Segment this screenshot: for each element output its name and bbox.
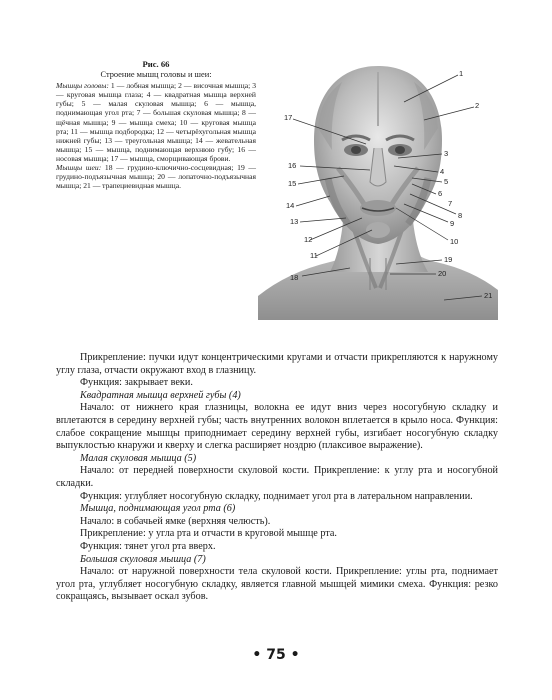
- figure-label: 2: [475, 101, 480, 110]
- page-number: • 75 •: [252, 647, 300, 663]
- paragraph: Начало: от наружной поверхности тела скуловой кости. Прикрепление: углы рта, поднимает угол рта, углубляет носогубную складку, является главной мышцей мимики смеха. Функция: резко сокращаясь, вызывает оскал зубов.: [56, 566, 498, 603]
- figure-label: 4: [440, 167, 445, 176]
- figure-label: 5: [444, 177, 449, 186]
- figure-label: 20: [438, 269, 447, 278]
- section-heading: Малая скуловая мышца (5): [80, 452, 197, 464]
- figure-number: Рис. 66: [142, 59, 170, 69]
- caption-neck-muscles: Мышцы шеи: 18 — грудино-ключично-сосцевидная; 19 — грудино-подъязычная мышца; 20 — лопаточно-подъязычная мышца; 21 — трапециевидная мышца.: [56, 163, 257, 191]
- paragraph: Прикрепление: у угла рта и отчасти в круговой мышце рта.: [80, 528, 337, 540]
- figure-label: 18: [290, 273, 299, 282]
- paragraph: Начало: в собачьей ямке (верхняя челюсть).: [80, 515, 271, 527]
- figure-title: Строение мышц головы и шеи:: [100, 70, 212, 80]
- section-heading: Квадратная мышца верхней губы (4): [80, 389, 241, 401]
- figure-label: 13: [290, 217, 299, 226]
- figure-label: 7: [448, 199, 453, 208]
- paragraph: Функция: тянет угол рта вверх.: [80, 540, 216, 552]
- paragraph: Функция: углубляет носогубную складку, поднимает угол рта в латеральном направлении.: [80, 490, 473, 502]
- body-text: [56, 352, 498, 604]
- figure-label: 9: [450, 219, 455, 228]
- figure-label: 3: [444, 149, 449, 158]
- figure-caption: [56, 60, 256, 190]
- caption-head-muscles: Мышцы головы: 1 — лобная мышца; 2 — височная мышца; 3 — круговая мышца глаза; 4 — квадратная мышца верхней губы; 5 — малая скуловая мышца; 6 — мышца, поднимающая угол рта; 7 — большая скуловая мышца; 8 — щёчная мышца; 9 — мышца смеха; 10 — круговая мышца рта; 11 — мышца подбородка; 12 — четырёхугольная мышца нижней губы; 13 — треугольная мышца; 14 — жевательная мышца; 15 — мышца, поднимающая верхнюю губу; 16 — носовая мышца; 17 — мышца, сморщивающая брови.: [56, 81, 256, 163]
- figure-label: 19: [444, 255, 453, 264]
- figure-label: 21: [484, 291, 493, 300]
- figure-label: 12: [304, 235, 313, 244]
- figure-label: 16: [288, 161, 297, 170]
- figure-label: 10: [450, 237, 459, 246]
- figure-label: 11: [310, 251, 318, 260]
- section-heading: Большая скуловая мышца (7): [80, 553, 206, 565]
- paragraph: Начало: от нижнего края глазницы, волокна ее идут вниз через носогубную складку и вплетаются в середину верхней губы; часть внутренних волокон вплетается в крыло носа. Функция: слабое сокращение мышцы приподнимает середину верхней губы, изгибает носогубную складку выпуклостью кнаружи и кверху и слегка расширяет ноздрю (плаксивое выражение).: [56, 402, 498, 452]
- figure-label: 6: [438, 189, 443, 198]
- section-heading: Мышца, поднимающая угол рта (6): [80, 503, 236, 515]
- figure-label: 14: [286, 201, 295, 210]
- figure-label: 17: [284, 113, 293, 122]
- paragraph: Функция: закрывает веки.: [80, 377, 193, 389]
- figure-label: 1: [459, 69, 464, 78]
- figure-label: 8: [458, 211, 463, 220]
- figure-label: 15: [288, 179, 297, 188]
- paragraph: Начало: от передней поверхности скуловой кости. Прикрепление: к углу рта и носогубной складки.: [56, 465, 498, 489]
- head-neck-muscles-illustration: [258, 58, 498, 320]
- paragraph: Прикрепление: пучки идут концентрическими кругами и отчасти прикрепляются к наружному углу глаза, отчасти окружают вход в глазницу.: [56, 352, 498, 376]
